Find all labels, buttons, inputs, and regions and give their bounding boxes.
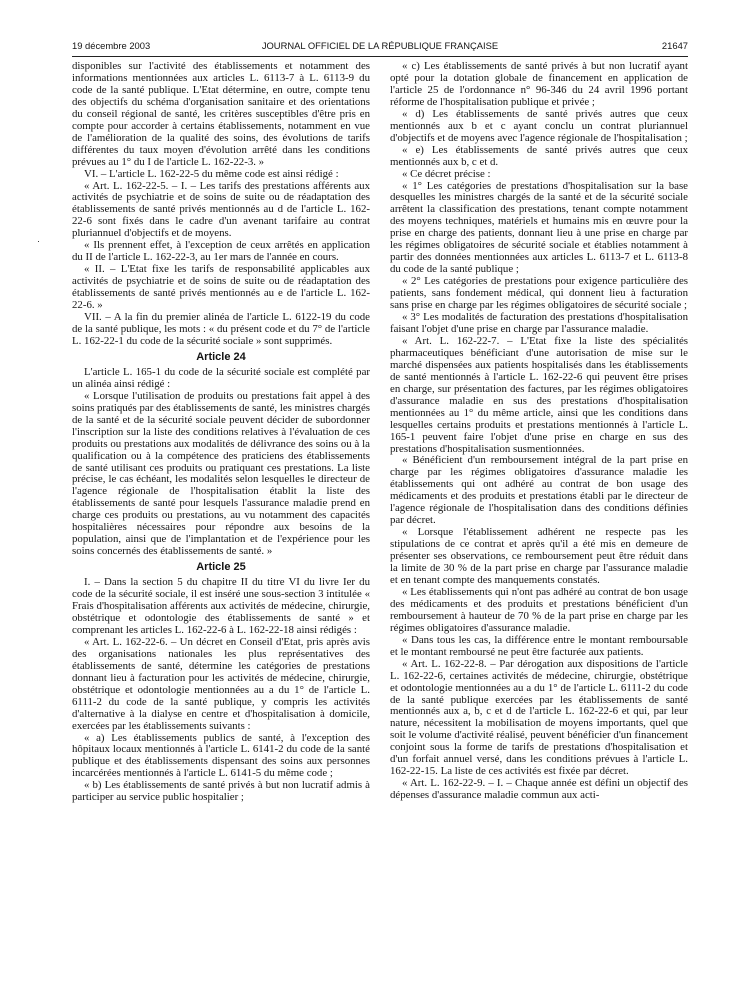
paragraph: VI. – L'article L. 162-22-5 du même code est ainsi rédigé : [84,167,339,180]
paragraph: « Ce décret précise : [402,167,491,180]
paragraph: I. – Dans la section 5 du chapitre II du titre VI du livre Ier du code de la sécurité sociale, il est inséré une sous-section 3 intitulée « Frais d'hospitalisation afférents aux activités de médecine, chirurgie, obstétrique et odontologie des établissements de santé » et comprenant les articles L. 162-22-6 à L. 162-22-18 ainsi rédigés : [72,576,370,636]
paragraph: « Art. L. 162-22-9. – I. – Chaque année est défini un objectif des dépenses d'assurance maladie commun aux acti- [390,777,688,802]
paragraph: « Lorsque l'utilisation de produits ou prestations fait appel à des soins pratiqués par des établissements de santé, les ministres chargés de la santé et de la sécurité sociale peuvent décider de subordonner l'inscription sur la liste des conditions relatives à l'évaluation de ces produits ou prestations aux modalités de délivrance des soins ou à la qualification ou à la compétence des praticiens des établissements de santé utilisant ces produits ou pratiquant ces prestations. La liste précise, le cas échéant, les modalités selon lesquelles le directeur de l'agence régionale de l'hospitalisation établit la liste des établissements de santé pour lesquels l'assurance maladie prend en charge ces produits ou prestations, au vu notamment des capacités hospitalières nécessaires pour répondre aux besoins de la population, ainsi que de l'implantation et de l'expérience pour les soins concernés des établissements de santé. » [72,389,370,558]
paragraph: « e) Les établissements de santé privés autres que ceux mentionnés aux b, c et d. [390,143,688,168]
paragraph: « Dans tous les cas, la différence entre le montant remboursable et le montant remboursé ne peut être facturée aux patients. [390,633,688,658]
paragraph: « Lorsque l'établissement adhérent ne respecte pas les stipulations de ce contrat et après qu'il a été mis en demeure de présenter ses observations, ce remboursement peut être réduit dans la limite de 30 % de la part prise en charge par l'assurance maladie et en tenant compte des manquements constatés. [390,526,688,586]
paragraph: « II. – L'Etat fixe les tarifs de responsabilité applicables aux activités de psychiatrie et de soins de suite ou de réadaptation des établissements de santé privés mentionnés au e de l'article L. 162-22-6. » [72,263,370,312]
paragraph: « 1° Les catégories de prestations d'hospitalisation sur la base desquelles les ministres chargés de la santé et de la sécurité sociale arrêtent la classification des prestations, tenant compte notamment des moyens techniques, matériels et humains mis en œuvre pour la prise en charge des patients, donnant lieu à une prise en charge par les régimes obligatoires de sécurité sociale et établies notamment à partir des données mentionnées aux articles L. 6113-7 et L. 6113-8 du code de la santé publique ; [390,179,688,276]
paragraph: « Art. L. 162-22-6. – Un décret en Conseil d'Etat, pris après avis des organisations nationales les plus représentatives des établissements de santé, détermine les catégories de prestations donnant lieu à facturation pour les activités de médecine, chirurgie, obstétrique et odontologie mentionnées au a du 1° de l'article L. 6111-2 du code de la santé publique, y compris les activités d'alternative à la dialyse en centre et d'hospitalisation à domicile, exercées par les établissements suivants : [72,635,370,732]
running-header [72,40,688,54]
header-title: JOURNAL OFFICIEL DE LA RÉPUBLIQUE FRANÇAISE [261,40,499,51]
header-date: 19 décembre 2003 [72,40,151,51]
paragraph: « b) Les établissements de santé privés à but non lucratif admis à participer au service public hospitalier ; [72,779,370,804]
paragraph: « Bénéficient d'un remboursement intégral de la part prise en charge par les régimes obligatoires d'assurance maladie les établissements qui ont adhéré au contrat de bon usage des médicaments et des produits et prestations établi par le directeur de l'agence régionale de l'hospitalisation dans des conditions définies par décret. [390,454,688,527]
header-page-number: 21647 [661,40,688,51]
paragraph: « a) Les établissements publics de santé, à l'exception des hôpitaux locaux mentionnés à l'article L. 6141-2 du code de la santé publique et des établissements dispensant des soins aux personnes incarcérées mentionnés à l'article L. 6141-5 du même code ; [72,731,370,780]
paragraph: « Art. L. 162-22-5. – I. – Les tarifs des prestations afférents aux activités de psychiatrie et de soins de suite ou de réadaptation des établissements de santé privés mentionnés au d de l'article L. 162-22-6 sont fixés dans le cadre d'un avenant tarifaire au contrat pluriannuel d'objectifs et de moyens. [72,179,370,240]
paragraph: « Art. L. 162-22-7. – L'Etat fixe la liste des spécialités pharmaceutiques bénéficiant d'une autorisation de mise sur le marché dispensées aux patients hospitalisés dans les établissements de santé mentionnés à l'article L. 162-22-6 qui peuvent être prises en charge, sur présentation des factures, par les régimes obligatoires d'assurance maladie en sus des prestations d'hospitalisation mentionnées au 1° du même article, ainsi que les conditions dans lesquelles certains produits et prestations mentionnés à l'article L. 165-1 peuvent faire l'objet d'une prise en charge en sus des prestations d'hospitalisation susmentionnées. [390,334,688,455]
paragraph: disponibles sur l'activité des établissements et notamment des informations mentionnées aux articles L. 6113-7 à L. 6113-9 du code de la santé publique. L'Etat détermine, en outre, compte tenu des objectifs du schéma d'organisation sanitaire et des orientations du conseil régional de santé, les critères susceptibles d'être pris en compte pour accorder à certains établissements, notamment en vue de l'amélioration de la qualité des soins, des évolutions de tarifs différentes du taux moyen d'évolution arrêté dans les conditions prévues au 1° du I de l'article L. 162-22-3. » [72,60,370,168]
right-column [390,61,688,802]
paragraph: « Ils prennent effet, à l'exception de ceux arrêtés en application du II de l'article L. 162-22-3, au 1er mars de l'année en cours. [72,239,370,264]
paragraph: « Les établissements qui n'ont pas adhéré au contrat de bon usage des médicaments et des produits et prestations bénéficient d'un remboursement à hauteur de 70 % de la part prise en charge par les régimes obligatoires d'assurance maladie. [390,585,688,634]
paragraph: « 3° Les modalités de facturation des prestations d'hospitalisation faisant l'objet d'une prise en charge par l'assurance maladie. [390,311,688,335]
left-column [72,61,370,804]
header-rule [72,56,688,57]
paragraph: « Art. L. 162-22-8. – Par dérogation aux dispositions de l'article L. 162-22-6, certaines activités de médecine, chirurgie, obstétrique et odontologie mentionnées au a du 1° de l'article L. 6111-2 du code de la santé publique exercées par les établissements de santé mentionnés aux a, b, c et d de l'article L. 162-22-6 et qui, par leur nature, nécessitent la mobilisation de moyens importants, quel que soit le volume d'activité réalisé, peuvent bénéficier d'un financement conjoint sous la forme de tarifs de prestations d'hospitalisation et d'un forfait annuel versé, dans les conditions prévues à l'article L. 162-22-15. La liste de ces activités est fixée par décret. [390,657,688,778]
article-heading: Article 24 [196,350,246,363]
paragraph: VII. – A la fin du premier alinéa de l'article L. 6122-19 du code de la santé publique, les mots : « du présent code et du 7° de l'article L. 162-22-1 du code de la sécurité sociale » sont supprimés. [72,311,370,347]
paragraph: L'article L. 165-1 du code de la sécurité sociale est complété par un alinéa ainsi rédigé : [72,365,370,390]
paragraph: « 2° Les catégories de prestations pour exigence particulière des patients, sans fondement médical, qui donnent lieu à facturation sans prise en charge par les régimes obligatoires de sécurité sociale ; [390,275,688,312]
paragraph: « d) Les établissements de santé privés autres que ceux mentionnés aux b et c ayant conclu un contrat pluriannuel d'objectifs et de moyens avec l'agence régionale de l'hospitalisation ; [390,107,688,144]
margin-mark: · [37,236,40,246]
paragraph: « c) Les établissements de santé privés à but non lucratif ayant opté pour la dotation globale de financement en application de l'article 25 de l'ordonnance n° 96-346 du 24 avril 1996 portant réforme de l'hospitalisation publique et privée ; [390,60,688,108]
article-heading: Article 25 [196,561,246,574]
